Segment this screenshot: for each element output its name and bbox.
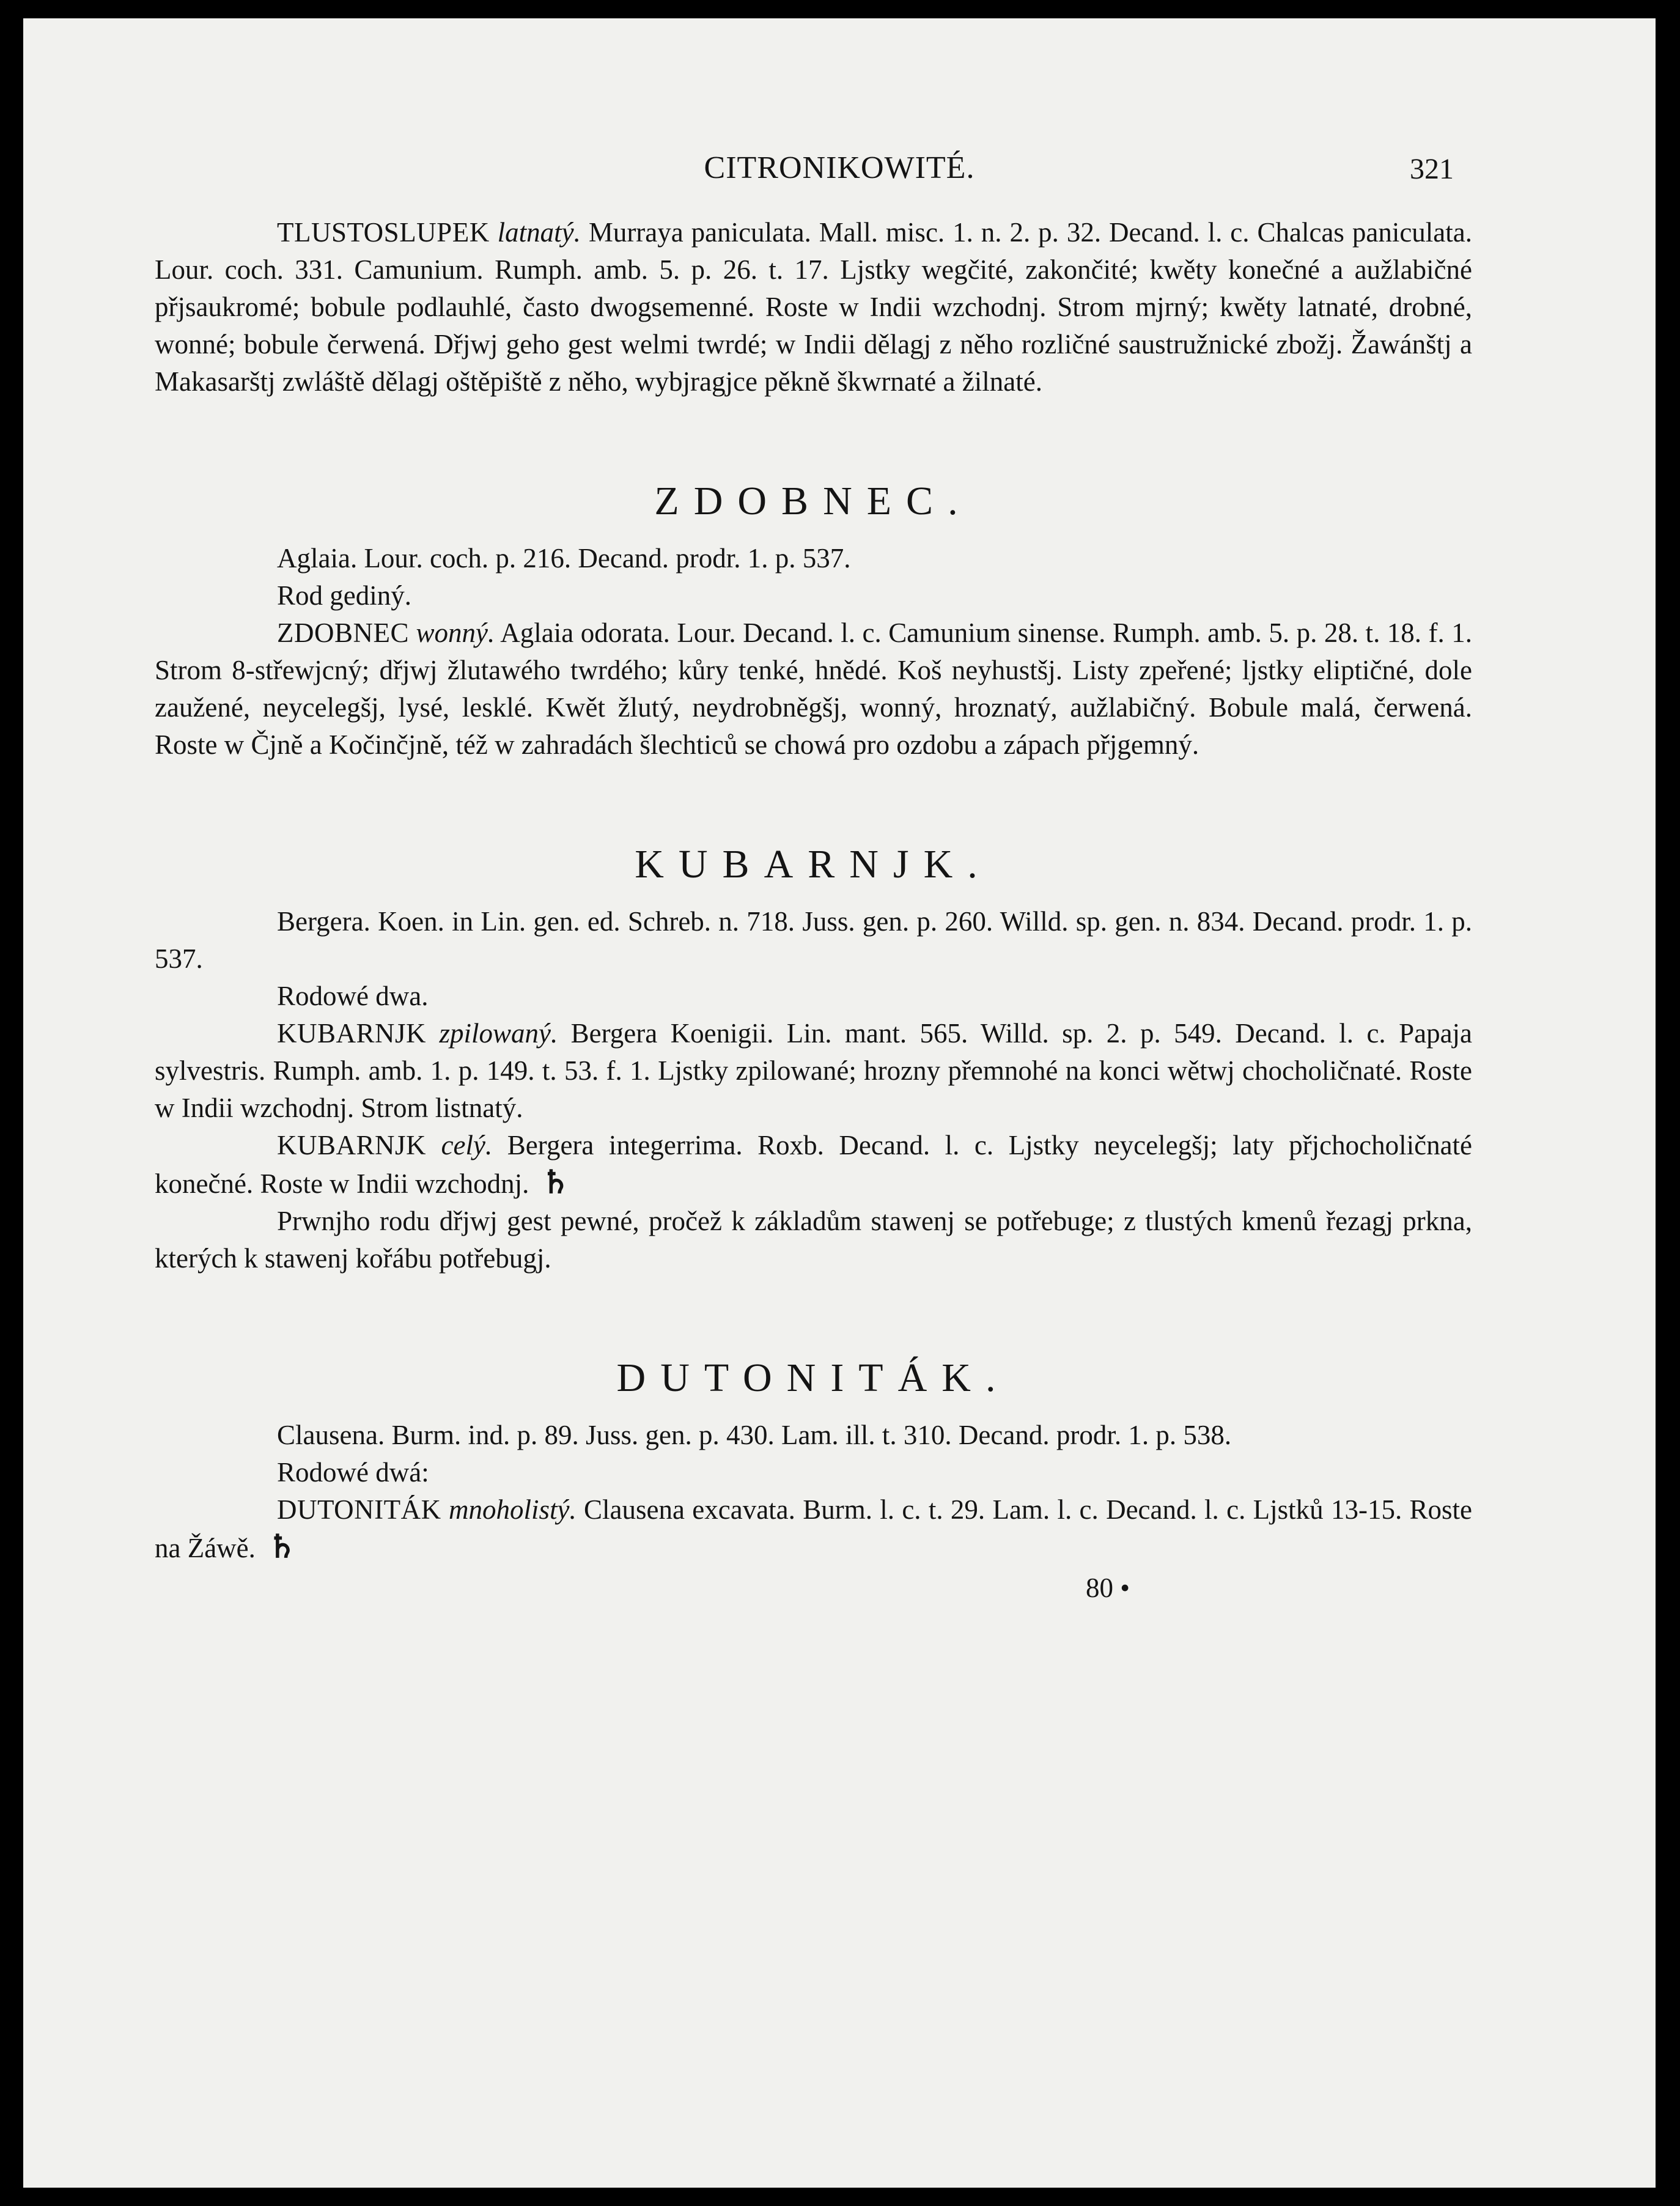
running-head: CITRONIKOWITÉ. bbox=[704, 150, 975, 185]
entry-zdobnec bbox=[155, 614, 1472, 764]
entry-name: TLUSTOSLUPEK bbox=[277, 217, 490, 248]
genus-note: Prwnjho rodu dřjwj gest pewné, pročež k základům stawenj se potřebuge; z tlustých kmenů řezagj prkna, kterých k stawenj kořábu potřebugj. bbox=[155, 1206, 1472, 1274]
section-title-dutonitak: DUTONITÁK. bbox=[616, 1356, 1011, 1400]
entry-name: KUBARNJK bbox=[277, 1018, 427, 1049]
body-text bbox=[155, 214, 1472, 1607]
entry-text: Clausena excavata. Burm. l. c. t. 29. Lam. l. c. Decand. l. c. Ljstků 13-15. Roste na Žáwě. bbox=[155, 1494, 1473, 1563]
genus-synonymy: Aglaia. Lour. coch. p. 216. Decand. prodr. 1. p. 537. bbox=[277, 543, 851, 574]
entry-epithet: wonný. bbox=[416, 618, 495, 648]
saturn-tree-symbol-icon: ♄ bbox=[541, 1165, 570, 1200]
entry-tlustoslupek bbox=[155, 214, 1472, 400]
section-title-zdobnec: ZDOBNEC. bbox=[654, 479, 973, 523]
entry-epithet: latnatý. bbox=[497, 217, 581, 248]
entry-text: Bergera integerrima. Roxb. Decand. l. c. Ljstky neycelegšj; laty přjchocholičnaté konečné. Roste w Indii wzchodnj. bbox=[155, 1130, 1473, 1199]
entry-name: ZDOBNEC bbox=[277, 618, 409, 648]
entry-epithet: celý. bbox=[441, 1130, 493, 1160]
section-title-kubarnjk: KUBARNJK. bbox=[635, 842, 992, 887]
genus-synonymy: Clausena. Burm. ind. p. 89. Juss. gen. p. 430. Lam. ill. t. 310. Decand. prodr. 1. p. 538. bbox=[277, 1420, 1232, 1450]
entry-epithet: zpilowaný. bbox=[439, 1018, 558, 1049]
rod-line: Rod gediný. bbox=[277, 580, 411, 611]
genus-synonymy: Bergera. Koen. in Lin. gen. ed. Schreb. n. 718. Juss. gen. p. 260. Willd. sp. gen. n. 834. Decand. prodr. 1. p. 537. bbox=[155, 906, 1472, 974]
entry-text: Murraya paniculata. Mall. misc. 1. n. 2. p. 32. Decand. l. c. Chalcas paniculata. Lour. coch. 331. Camunium. Rumph. amb. 5. p. 26. t. 17. Ljstky wegčité, zakončité; kwěty konečné a aužlabičné přjsaukromé; bobule podlauhlé, často dwogsemenné. Roste w Indii wzchodnj. Strom mjrný; kwěty latnaté, drobné, wonné; bobule čerwená. Dřjwj geho gest welmi twrdé; w Indii dělagj z něho rozličné saustružnické zbožj. Žawánštj a Makasarštj zwláště dělagj oštěpiště z něho, wybjragjce pěkně škwrnaté a žilnaté. bbox=[155, 217, 1472, 397]
entry-name: DUTONITÁK bbox=[277, 1494, 441, 1525]
entry-kubarnjk-zpilowany bbox=[155, 1015, 1472, 1127]
page-number: 321 bbox=[1410, 153, 1454, 185]
book-page bbox=[23, 18, 1656, 2188]
rod-line: Rodowé dwa. bbox=[277, 981, 429, 1011]
saturn-tree-symbol-icon: ♄ bbox=[267, 1530, 297, 1565]
page-header bbox=[23, 150, 1656, 199]
signature-mark: 80 • bbox=[1085, 1573, 1130, 1603]
entry-text: Bergera Koenigii. Lin. mant. 565. Willd. sp. 2. p. 549. Decand. l. c. Papaja sylvestris. Rumph. amb. 1. p. 149. t. 53. f. 1. Ljstky zpilowané; hrozny přemnohé na konci wětwj chocholičnaté. Roste w Indii wzchodnj. Strom listnatý. bbox=[155, 1018, 1473, 1123]
entry-name: KUBARNJK bbox=[277, 1130, 427, 1160]
entry-dutonitak bbox=[155, 1491, 1472, 1567]
entry-text: Aglaia odorata. Lour. Decand. l. c. Camunium sinense. Rumph. amb. 5. p. 28. t. 18. f. 1. Strom 8-střewjcný; dřjwj žlutawého twrdého; kůry tenké, hnědé. Koš neyhustšj. Listy zpeřené; ljstky eliptičné, dole zaužené, neycelegšj, lysé, lesklé. Kwět žlutý, neydrobněgšj, wonný, hroznatý, aužlabičný. Bobule malá, čerwená. Roste w Čjně a Kočinčjně, též w zahradách šlechticů se chowá pro ozdobu a zápach přjgemný. bbox=[155, 618, 1473, 760]
entry-epithet: mnoholistý. bbox=[448, 1494, 577, 1525]
entry-kubarnjk-cely bbox=[155, 1127, 1472, 1203]
rod-line: Rodowé dwá: bbox=[277, 1457, 429, 1488]
